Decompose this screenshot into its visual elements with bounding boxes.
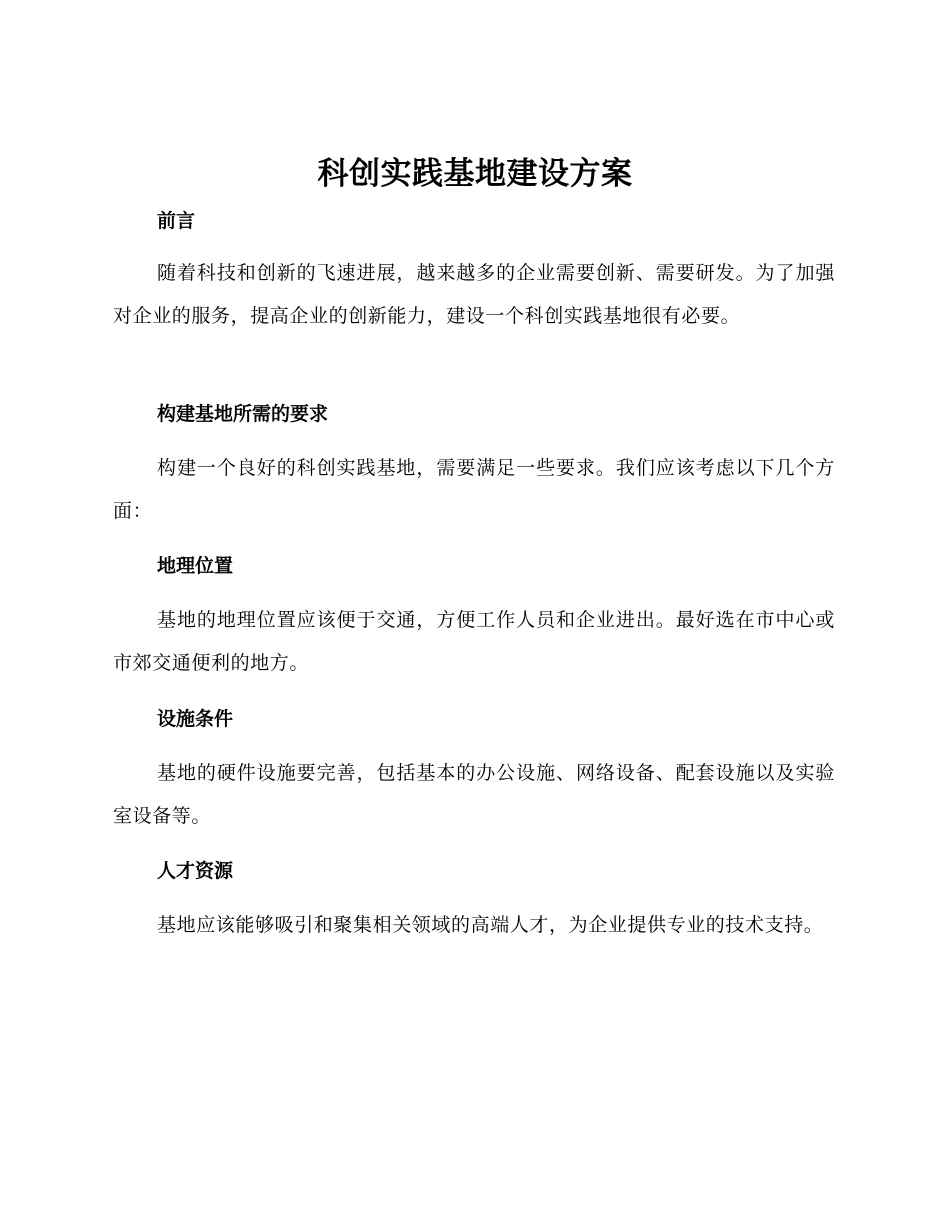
section-heading-preface: 前言 — [157, 210, 196, 232]
paragraph-preface: 随着科技和创新的飞速进展，越来越多的企业需要创新、需要研发。为了加强对企业的服务，提高企业的创新能力，建设一个科创实践基地很有必要。 — [113, 262, 835, 327]
paragraph-requirements: 构建一个良好的科创实践基地，需要满足一些要求。我们应该考虑以下几个方面： — [113, 457, 835, 522]
section-heading-facilities: 设施条件 — [157, 708, 234, 730]
paragraph-location: 基地的地理位置应该便于交通，方便工作人员和企业进出。最好选在市中心或市郊交通便利的地方。 — [113, 609, 835, 674]
section-heading-talent: 人才资源 — [157, 860, 234, 882]
paragraph-talent: 基地应该能够吸引和聚集相关领域的高端人才，为企业提供专业的技术支持。 — [157, 914, 824, 936]
paragraph-facilities: 基地的硬件设施要完善，包括基本的办公设施、网络设备、配套设施以及实验室设备等。 — [113, 762, 835, 827]
section-heading-location: 地理位置 — [157, 555, 234, 577]
section-heading-requirements: 构建基地所需的要求 — [157, 403, 329, 425]
document-title: 科创实践基地建设方案 — [317, 156, 633, 192]
